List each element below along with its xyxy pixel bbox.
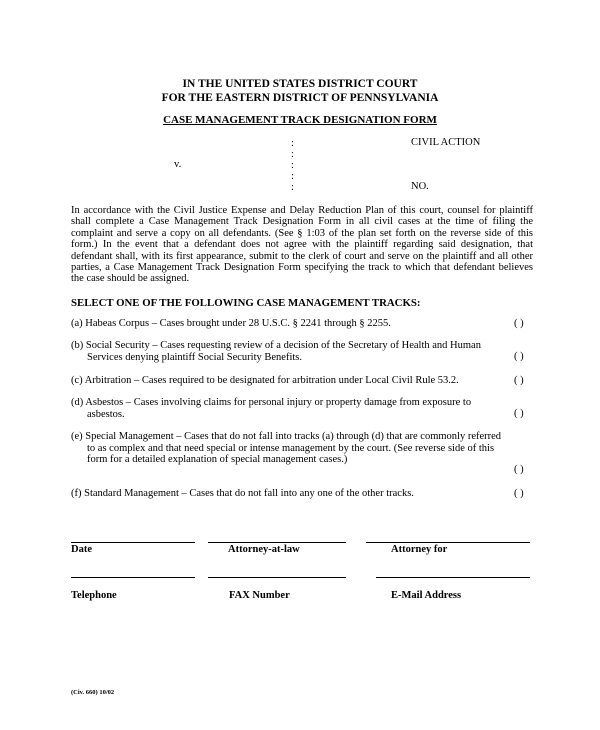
caption-colon: : <box>291 160 294 171</box>
track-description: (d) Asbestos – Cases involving claims for personal injury or property damage from exposure to asbestos. <box>71 397 472 420</box>
caption-colon: : <box>291 149 294 160</box>
telephone-label: Telephone <box>71 590 117 601</box>
attorney-at-law-field-line[interactable] <box>208 542 346 543</box>
email-address-label: E-Mail Address <box>391 590 462 601</box>
fax-field-line[interactable] <box>208 577 346 578</box>
track-description: (c) Arbitration – Cases required to be designated for arbitration under Local Civil Rule 53.2. <box>71 375 459 386</box>
select-tracks-heading: SELECT ONE OF THE FOLLOWING CASE MANAGEMENT TRACKS: <box>71 297 421 309</box>
email-field-line[interactable] <box>376 577 530 578</box>
track-item-standard-management <box>71 488 511 500</box>
case-number-label: NO. <box>411 181 429 192</box>
form-title-text: CASE MANAGEMENT TRACK DESIGNATION FORM <box>163 114 437 126</box>
track-description: (f) Standard Management – Cases that do not fall into any one of the other tracks. <box>71 488 414 499</box>
attorney-for-label: Attorney for <box>391 544 448 555</box>
track-item-special-management <box>71 431 511 466</box>
caption-colon: : <box>291 182 294 193</box>
track-checkbox-arbitration[interactable]: ( ) <box>514 375 524 386</box>
track-item-asbestos <box>71 397 511 420</box>
fax-number-label: FAX Number <box>229 590 290 601</box>
date-field-line[interactable] <box>71 542 195 543</box>
track-item-social-security <box>71 340 511 363</box>
track-description: (a) Habeas Corpus – Cases brought under 28 U.S.C. § 2241 through § 2255. <box>71 318 391 329</box>
attorney-at-law-label: Attorney-at-law <box>228 544 300 555</box>
track-checkbox-asbestos[interactable]: ( ) <box>514 408 524 419</box>
versus-label: v. <box>174 159 182 170</box>
court-name-line2: FOR THE EASTERN DISTRICT OF PENNSYLVANIA <box>161 92 439 104</box>
track-item-arbitration <box>71 375 511 387</box>
track-checkbox-special-management[interactable]: ( ) <box>514 464 524 475</box>
instructions-paragraph: In accordance with the Civil Justice Expense and Delay Reduction Plan of this court, counsel for plaintiff shall complete a Case Management Track Designation Form in all civil cases at the time of filing the complaint and serve a copy on all defendants. (See § 1:03 of the plan set forth on the reverse side of this form.) In the event that a defendant does not agree with the plaintiff regarding said designation, that defendant shall, with its first appearance, submit to the clerk of court and serve on the plaintiff and all other parties, a Case Management Track Designation Form specifying the track to which that defendant believes the case should be assigned. <box>71 205 533 285</box>
telephone-field-line[interactable] <box>71 577 195 578</box>
attorney-for-field-line[interactable] <box>366 542 530 543</box>
track-description: (b) Social Security – Cases requesting review of a decision of the Secretary of Health and Human Services denying plaintiff Social Security Benefits. <box>71 340 481 363</box>
form-code: (Civ. 660) 10/02 <box>71 689 115 696</box>
court-name-line1: IN THE UNITED STATES DISTRICT COURT <box>182 78 418 90</box>
track-checkbox-social-security[interactable]: ( ) <box>514 351 524 362</box>
civil-action-label: CIVIL ACTION <box>411 137 481 148</box>
caption-colon: : <box>291 171 294 182</box>
date-label: Date <box>71 544 92 555</box>
track-item-habeas-corpus <box>71 318 511 330</box>
track-checkbox-standard-management[interactable]: ( ) <box>514 488 524 499</box>
caption-colon: : <box>291 138 294 149</box>
form-title <box>0 114 600 126</box>
track-description: (e) Special Management – Cases that do not fall into tracks (a) through (d) that are commonly referred to as complex and that need special or intense management by the court. (See reverse side of this form for a detailed explanation of special management cases.) <box>71 431 502 465</box>
track-checkbox-habeas-corpus[interactable]: ( ) <box>514 318 524 329</box>
